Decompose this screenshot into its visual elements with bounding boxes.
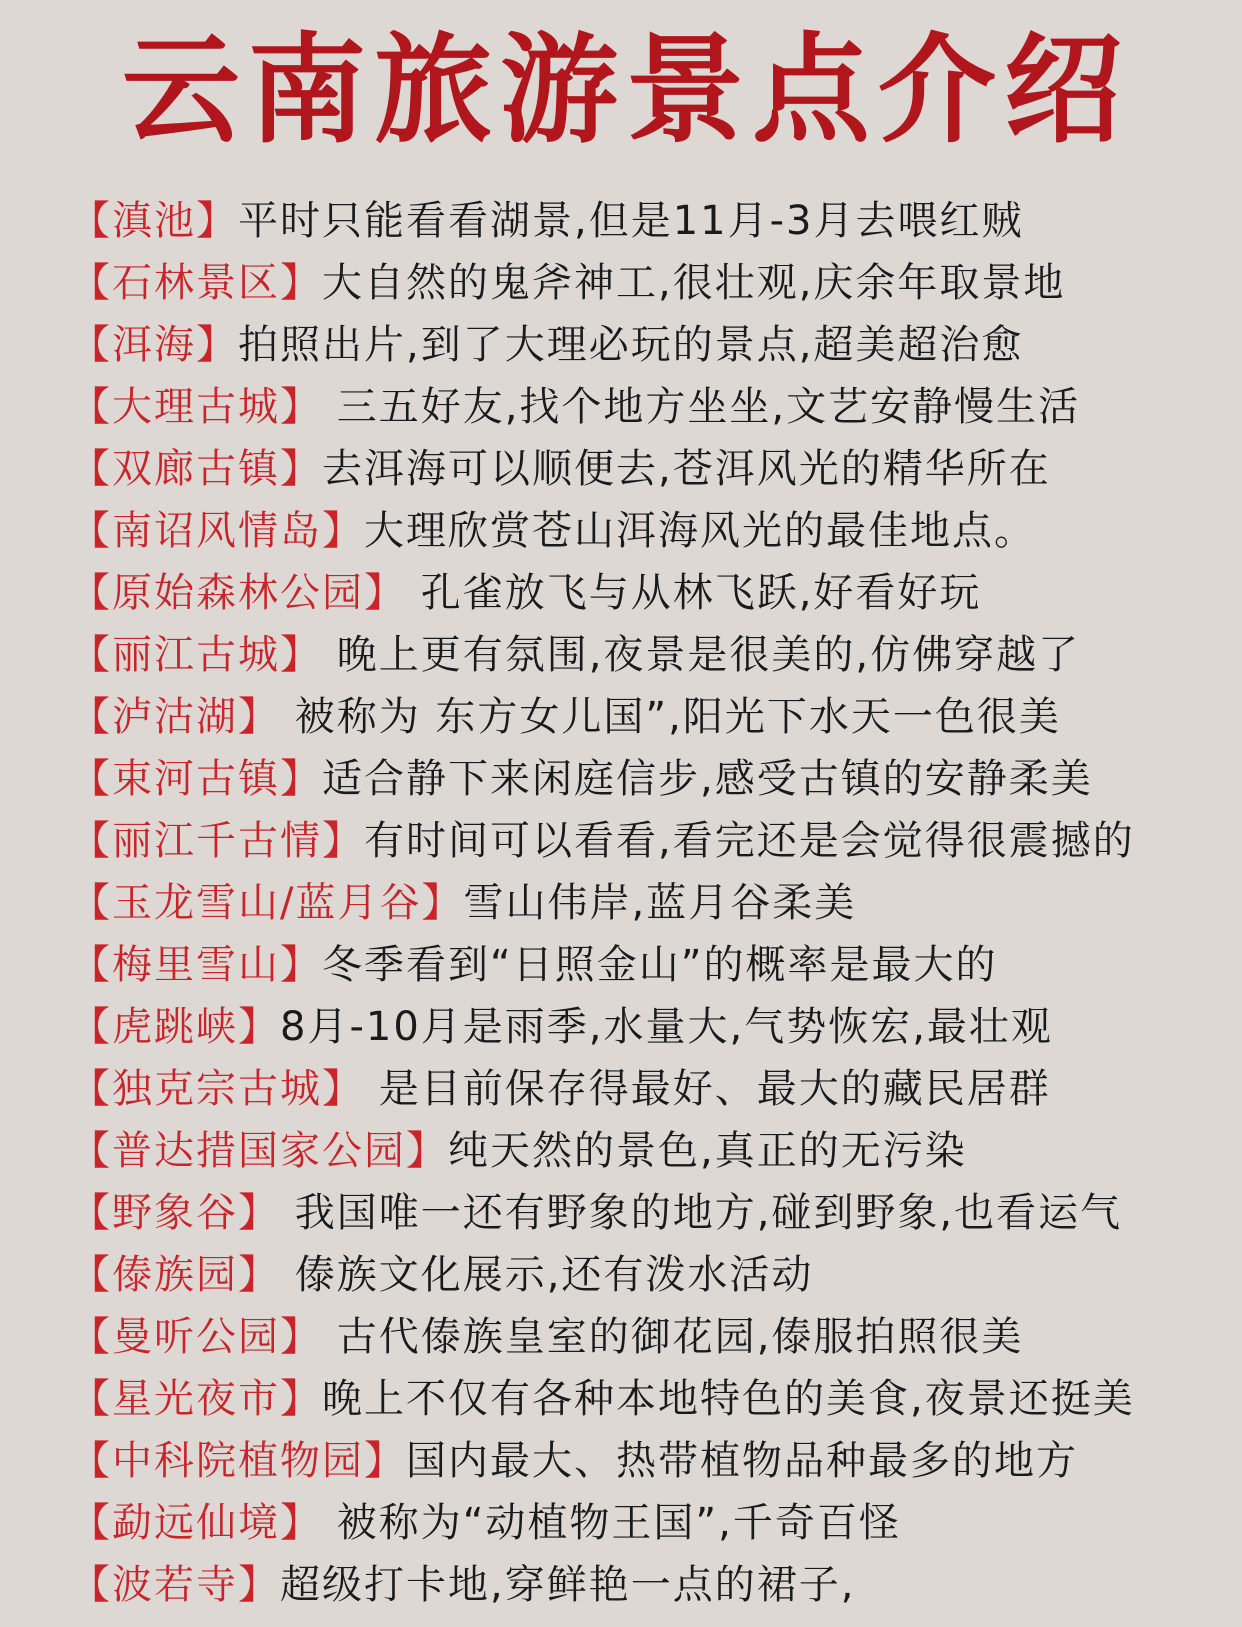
spot-description: 三五好友,找个地方坐坐,文艺安静慢生活 [322, 384, 1081, 430]
spot-name: 【原始森林公园】 [70, 570, 406, 616]
list-item [70, 810, 1202, 872]
spot-name: 【洱海】 [70, 322, 238, 368]
spot-name: 【中科院植物园】 [70, 1438, 406, 1484]
spot-name: 【泸沽湖】 [70, 694, 280, 740]
spot-description: 纯天然的景色,真正的无污染 [448, 1128, 967, 1174]
spot-name: 【独克宗古城】 [70, 1066, 364, 1112]
spot-name: 【南诏风情岛】 [70, 508, 364, 554]
list-item [70, 438, 1202, 500]
spot-description: 傣族文化展示,还有泼水活动 [280, 1252, 814, 1298]
list-item [70, 562, 1202, 624]
spot-name: 【星光夜市】 [70, 1376, 322, 1422]
list-item [70, 1182, 1202, 1244]
list-item [70, 1306, 1202, 1368]
spot-description: 孔雀放飞与从林飞跃,好看好玩 [406, 570, 982, 616]
list-item [70, 872, 1202, 934]
list-item [70, 1058, 1202, 1120]
spot-name: 【束河古镇】 [70, 756, 322, 802]
spot-description: 古代傣族皇室的御花园,傣服拍照很美 [322, 1314, 1024, 1360]
page-title: 云南旅游景点介绍 [121, 20, 1130, 159]
list-item [70, 624, 1202, 686]
list-item [70, 934, 1202, 996]
spot-description: 是目前保存得最好、最大的藏民居群 [364, 1066, 1051, 1112]
spot-description: 拍照出片,到了大理必玩的景点,超美超治愈 [238, 322, 1024, 368]
spot-name: 【普达措国家公园】 [70, 1128, 448, 1174]
spot-description: 晚上不仅有各种本地特色的美食,夜景还挺美 [322, 1376, 1135, 1422]
list-item [70, 190, 1202, 252]
spot-description: 8月-10月是雨季,水量大,气势恢宏,最壮观 [280, 1004, 1053, 1050]
list-item [70, 376, 1202, 438]
spot-description: 晚上更有氛围,夜景是很美的,仿佛穿越了 [322, 632, 1081, 678]
spot-description: 大理欣赏苍山洱海风光的最佳地点。 [364, 508, 1036, 554]
spot-name: 【大理古城】 [70, 384, 322, 430]
spot-description: 雪山伟岸,蓝月谷柔美 [463, 880, 857, 926]
spot-name: 【虎跳峡】 [70, 1004, 280, 1050]
spot-description: 我国唯一还有野象的地方,碰到野象,也看运气 [280, 1190, 1123, 1236]
list-item [70, 996, 1202, 1058]
list-item [70, 1492, 1202, 1554]
list-item [70, 500, 1202, 562]
spot-name: 【石林景区】 [70, 260, 322, 306]
spot-name: 【曼听公园】 [70, 1314, 322, 1360]
list-item [70, 686, 1202, 748]
spot-description: 超级打卡地,穿鲜艳一点的裙子, [280, 1562, 856, 1608]
spot-description: 冬季看到“日照金山”的概率是最大的 [322, 942, 998, 988]
list-item [70, 748, 1202, 810]
list-item [70, 252, 1202, 314]
spot-name: 【梅里雪山】 [70, 942, 322, 988]
spot-name: 【丽江千古情】 [70, 818, 364, 864]
list-item [70, 1120, 1202, 1182]
bottom-fade-overlay [860, 1562, 1242, 1627]
spot-name: 【玉龙雪山/蓝月谷】 [70, 880, 464, 926]
spot-description: 去洱海可以顺便去,苍洱风光的精华所在 [322, 446, 1051, 492]
spot-description: 国内最大、热带植物品种最多的地方 [406, 1438, 1078, 1484]
spot-description: 平时只能看看湖景,但是11月-3月去喂红贼 [238, 198, 1024, 244]
spot-description: 适合静下来闲庭信步,感受古镇的安静柔美 [322, 756, 1093, 802]
spot-name: 【勐远仙境】 [70, 1500, 322, 1546]
list-item [70, 1368, 1202, 1430]
spot-list [70, 190, 1202, 1616]
spot-name: 【丽江古城】 [70, 632, 322, 678]
spot-name: 【傣族园】 [70, 1252, 280, 1298]
spot-description: 被称为 东方女儿国”,阳光下水天一色很美 [280, 694, 1061, 740]
list-item [70, 1244, 1202, 1306]
spot-description: 有时间可以看看,看完还是会觉得很震撼的 [364, 818, 1135, 864]
spot-description: 大自然的鬼斧神工,很壮观,庆余年取景地 [322, 260, 1066, 306]
spot-name: 【野象谷】 [70, 1190, 280, 1236]
spot-name: 【波若寺】 [70, 1562, 280, 1608]
spot-description: 被称为“动植物王国”,千奇百怪 [322, 1500, 901, 1546]
list-item [70, 1430, 1202, 1492]
spot-name: 【双廊古镇】 [70, 446, 322, 492]
spot-name: 【滇池】 [70, 198, 238, 244]
list-item [70, 314, 1202, 376]
